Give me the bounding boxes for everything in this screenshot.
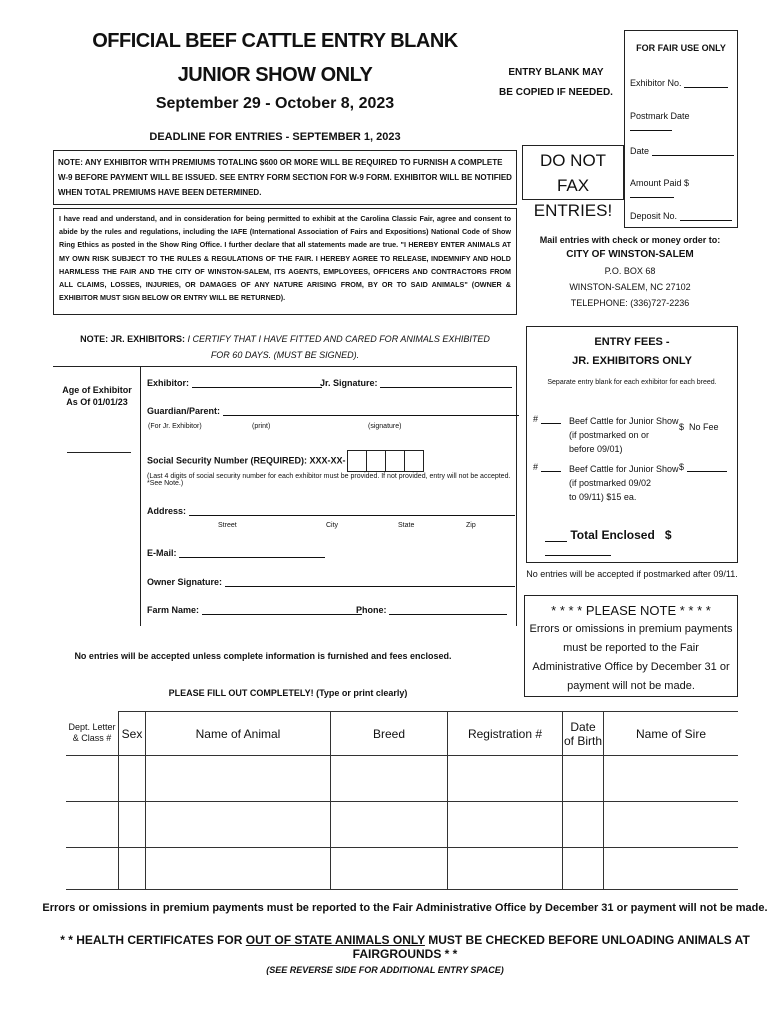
fee1-amount [679, 422, 719, 432]
date-label: Date [630, 146, 650, 156]
no-entries-note: No entries will be accepted unless complete information is furnished and fees enclosed. [74, 651, 452, 661]
fee1-value: No Fee [689, 422, 719, 432]
fee2-line2: (if postmarked 09/02 [569, 478, 652, 488]
form-subtitle: JUNIOR SHOW ONLY [177, 64, 373, 86]
agreement-text: I have read and understand, and in consideration for being permitted to exhibit at the Carolina Classic Fair, agree and consent to abide by the rules and regulations, including the IAFE (International Association of Fairs and Expositions) National Code of Show Ring Ethics as posted in the Show Ring Office. I further declare that all statements made are true. "I HEREBY ENTER ANIMALS AT MY OWN RISK SUBJECT TO THE RULES & REGULATIONS OF THE FAIR. I HEREBY AGREE TO RELEASE, INDEMNIFY AND HOLD HARMLESS THE FAIR AND THE CITY OF WINSTON-SALEM, ITS AGENTS, EMPLOYEES, OFFICERS AND CONTRACTORS FROM ALL CLAIMS, LOSSES, INJURIES, OR DAMAGES OF ANY NATURE ARISING FROM, BY OR TO SAID ANIMALS" (OWNER & EXHIBITOR MUST SIGN BELOW OR ENTRY WILL BE RETURNED). [53, 208, 517, 315]
table-row[interactable] [66, 802, 738, 848]
jr-note-text: I CERTIFY THAT I HAVE FITTED AND CARED FOR ANIMALS EXHIBITED [187, 334, 490, 344]
total-label: Total Enclosed [570, 528, 655, 542]
w9-note: NOTE: ANY EXHIBITOR WITH PREMIUMS TOTALING $600 OR MORE WILL BE REQUIRED TO FURNISH A COMPLETE W-9 BEFORE PAYMENT WILL BE ISSUED. SEE ENTRY FORM SECTION FOR W-9 FORM. EXHIBITOR WILL BE NOTIFIED WHEN TOTAL PREMIUMS HAVE BEEN DETERMINED. [53, 150, 517, 205]
phone-label: Phone: [356, 605, 387, 615]
fair-use-title: FOR FAIR USE ONLY [636, 43, 726, 53]
deposit-no-field[interactable] [630, 211, 734, 221]
form-title: OFFICIAL BEEF CATTLE ENTRY BLANK [92, 30, 458, 52]
postmark-deadline-note: No entries will be accepted if postmarked after 09/11. [526, 569, 738, 579]
entry-deadline: DEADLINE FOR ENTRIES - SEPTEMBER 1, 2023 [149, 131, 401, 143]
footer-errors: Errors or omissions in premium payments must be reported to the Fair Administrative Office by December 31 or payment will not be made. [42, 902, 768, 914]
fee1-desc [569, 414, 679, 456]
exhibitor-no-field[interactable] [630, 78, 734, 88]
mail-payee: CITY OF WINSTON-SALEM [566, 249, 694, 260]
guardian-field[interactable] [147, 406, 519, 416]
jr-note-text2: FOR 60 DAYS. (MUST BE SIGNED). [210, 350, 360, 360]
print-note: (print) [252, 423, 271, 430]
fair-use-box [624, 30, 738, 228]
postmark-date-field[interactable] [630, 111, 734, 131]
jr-note [60, 334, 510, 344]
no-fax-line2: FAX ENTRIES! [533, 176, 613, 220]
farm-name-field[interactable] [147, 605, 362, 615]
fee1-count[interactable] [533, 414, 561, 424]
fee2-line1: Beef Cattle for Junior Show [569, 464, 679, 474]
mail-line1: Mail entries with check or money order to: [539, 235, 721, 245]
email-field[interactable] [147, 548, 325, 558]
ssn-note: (Last 4 digits of social security number for each exhibitor must be provided. If not provided, entry will not be accepted. *See Note.) [147, 473, 511, 487]
no-fax-box [522, 145, 624, 220]
farm-name-label: Farm Name: [147, 605, 200, 615]
no-fax-line1: DO NOT [539, 151, 607, 170]
footer-reverse: (SEE REVERSE SIDE FOR ADDITIONAL ENTRY SPACE) [266, 965, 504, 975]
total-enclosed[interactable] [545, 528, 737, 556]
jr-note-label: NOTE: JR. EXHIBITORS: [80, 334, 185, 344]
exhibitor-no-label: Exhibitor No. [630, 78, 682, 88]
entry-table [66, 711, 738, 890]
col-breed: Breed [331, 712, 448, 756]
jr-signature-label: Jr. Signature: [320, 378, 378, 388]
fees-subtitle: Separate entry blank for each exhibitor for each breed. [547, 379, 717, 386]
email-label: E-Mail: [147, 548, 177, 558]
col-sex: Sex [119, 712, 146, 756]
health-pre: * * HEALTH CERTIFICATES FOR [60, 933, 246, 947]
col-name-of-sire: Name of Sire [604, 712, 739, 756]
mail-city: WINSTON-SALEM, NC 27102 [569, 282, 691, 292]
hash-sign: # [533, 462, 539, 472]
age-label-line1: Age of Exhibitor [62, 385, 132, 395]
dollar-sign: $ [679, 422, 685, 432]
address-label: Address: [147, 506, 187, 516]
please-note-body: Errors or omissions in premium payments must be reported to the Fair Administrative Office by December 31 or payment will not be made. [529, 623, 733, 692]
health-underlined: OUT OF STATE ANIMALS ONLY [245, 933, 425, 947]
fill-out-note: PLEASE FILL OUT COMPLETELY! (Type or print clearly) [168, 688, 408, 698]
address-field[interactable] [147, 506, 515, 516]
copy-note-line1: ENTRY BLANK MAY [508, 67, 604, 78]
mail-po-box: P.O. BOX 68 [604, 266, 656, 276]
for-jr-note: (For Jr. Exhibitor) [148, 423, 202, 430]
amount-paid-label: Amount Paid $ [630, 178, 690, 188]
guardian-label: Guardian/Parent: [147, 406, 221, 416]
street-note: Street [218, 522, 237, 529]
fee1-line2: (if postmarked on or [569, 430, 650, 440]
fee1-line3: before 09/01) [569, 444, 623, 454]
show-dates: September 29 - October 8, 2023 [155, 95, 395, 112]
state-note: State [398, 522, 415, 529]
hash-sign: # [533, 414, 539, 424]
footer-health [40, 933, 770, 961]
fees-title2: JR. EXHIBITORS ONLY [572, 355, 692, 367]
table-header-row [66, 712, 738, 756]
amount-paid-field[interactable] [630, 178, 734, 198]
dollar-sign: $ [679, 462, 685, 472]
table-row[interactable] [66, 848, 738, 890]
fee2-amount[interactable] [679, 462, 727, 472]
age-label [53, 384, 141, 408]
jr-signature-field[interactable] [320, 378, 512, 388]
please-note-title: * * * * PLEASE NOTE * * * * [551, 603, 711, 618]
mail-block [522, 233, 738, 311]
exhibitor-field[interactable] [147, 378, 322, 388]
deposit-no-label: Deposit No. [630, 211, 678, 221]
exhibitor-label: Exhibitor: [147, 378, 189, 388]
zip-note: Zip [466, 522, 476, 529]
city-note: City [326, 522, 339, 529]
owner-signature-label: Owner Signature: [147, 577, 223, 587]
mail-phone: TELEPHONE: (336)727-2236 [570, 298, 690, 308]
table-row[interactable] [66, 756, 738, 802]
please-note-box [524, 595, 738, 697]
col-registration: Registration # [448, 712, 563, 756]
entry-fees-box [526, 326, 738, 563]
col-dept-class: Dept. Letter & Class # [66, 712, 119, 756]
dollar-sign: $ [664, 528, 672, 542]
ssn-label: Social Security Number (REQUIRED): XXX-XX- [147, 455, 346, 466]
date-field[interactable] [630, 146, 734, 156]
age-label-line2: As Of 01/01/23 [66, 397, 128, 407]
fee1-line1: Beef Cattle for Junior Show [569, 416, 679, 426]
postmark-date-label: Postmark Date [630, 111, 690, 121]
fee2-count[interactable] [533, 462, 561, 472]
col-date-of-birth: Date of Birth [563, 712, 604, 756]
owner-signature-field[interactable] [147, 577, 515, 587]
fees-title1: ENTRY FEES - [594, 336, 670, 348]
age-input[interactable] [67, 452, 131, 453]
phone-field[interactable] [356, 605, 507, 615]
fee2-desc [569, 462, 679, 504]
fee2-line3: to 09/11) $15 ea. [569, 492, 637, 502]
signature-note: (signature) [368, 423, 402, 430]
col-name-of-animal: Name of Animal [146, 712, 331, 756]
health-post: MUST BE CHECKED BEFORE UNLOADING ANIMALS AT FAIRGROUNDS * * [352, 933, 750, 961]
copy-note-line2: BE COPIED IF NEEDED. [499, 87, 613, 98]
ssn-field[interactable] [147, 450, 424, 472]
